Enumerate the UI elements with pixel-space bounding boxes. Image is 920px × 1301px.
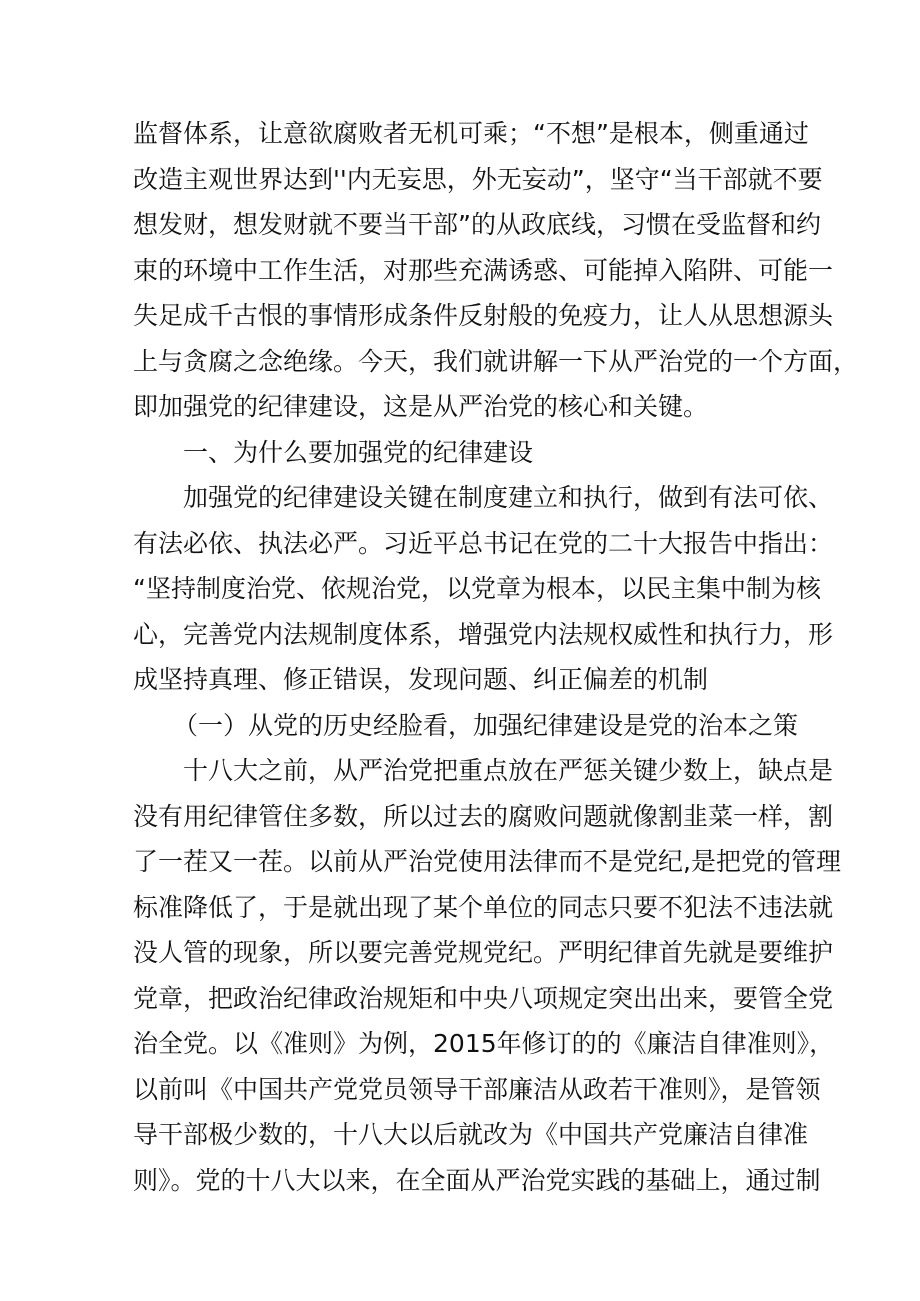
text-line: 成坚持真理、修正错误，发现问题、纠正偏差的机制 [133, 665, 709, 694]
document-body [133, 111, 859, 1203]
text-line: 束的环境中工作生活，对那些充满诱惑、可能掉入陷阱、可能一 [133, 255, 834, 285]
text-line: 党章，把政治纪律政治规矩和中央八项规定突出出来，要管全党 [133, 983, 834, 1013]
text-line: 一、为什么要加强党的纪律建设 [183, 437, 534, 467]
text-line: 监督体系，让意欲腐败者无机可乘；“不想”是根本，侧重通过 [133, 119, 809, 148]
text-line: 加强党的纪律建设关键在制度建立和执行，做到有法可依、 [183, 483, 834, 512]
text-line: 想发财，想发财就不要当干部”的从政底线，习惯在受监督和约 [133, 210, 821, 239]
text-line: 上与贪腐之念绝缘。今天，我们就讲解一下从严治党的一个方面， [133, 346, 859, 376]
text-line: “坚持制度治党、依规治党，以党章为根本，以民主集中制为核 [133, 574, 821, 603]
text-line: 心，完善党内法规制度体系，增强党内法规权威性和执行力，形 [133, 619, 834, 649]
text-line: 没有用纪律管住多数，所以过去的腐败问题就像割韭菜一样，割 [133, 801, 834, 831]
text-line: 失足成千古恨的事情形成条件反射般的免疫力，让人从思想源头 [133, 301, 834, 330]
text-line: 以前叫《中国共产党党员领导干部廉洁从政若干准则》，是管领 [133, 1074, 821, 1104]
text-line: 则》。党的十八大以来，在全面从严治党实践的基础上，通过制 [133, 1165, 821, 1195]
text-line: 有法必依、执法必严。习近平总书记在党的二十大报告中指出： [133, 528, 834, 558]
text-line: 改造主观世界达到''内无妄思，外无妄动”，坚守“当干部就不要 [133, 164, 823, 194]
text-line: 治全党。以《准则》为例，2015年修订的的《廉洁自律准则》， [133, 1029, 835, 1058]
text-line: 十八大之前，从严治党把重点放在严惩关键少数上，缺点是 [183, 756, 834, 785]
text-line: 即加强党的纪律建设，这是从严治党的核心和关键。 [133, 392, 709, 421]
text-line: （一）从党的历史经脸看，加强纪律建设是党的治本之策 [173, 710, 799, 740]
text-line: 标准降低了，于是就出现了某个单位的同志只要不犯法不违法就 [133, 892, 834, 922]
text-line: 导干部极少数的，十八大以后就改为《中国共产党廉洁自律准 [133, 1120, 809, 1149]
text-line: 没人管的现象，所以要完善党规党纪。严明纪律首先就是要维护 [133, 938, 834, 967]
text-line: 了一茬又一茬。以前从严治党使用法律而不是党纪,是把党的管理 [133, 847, 841, 876]
